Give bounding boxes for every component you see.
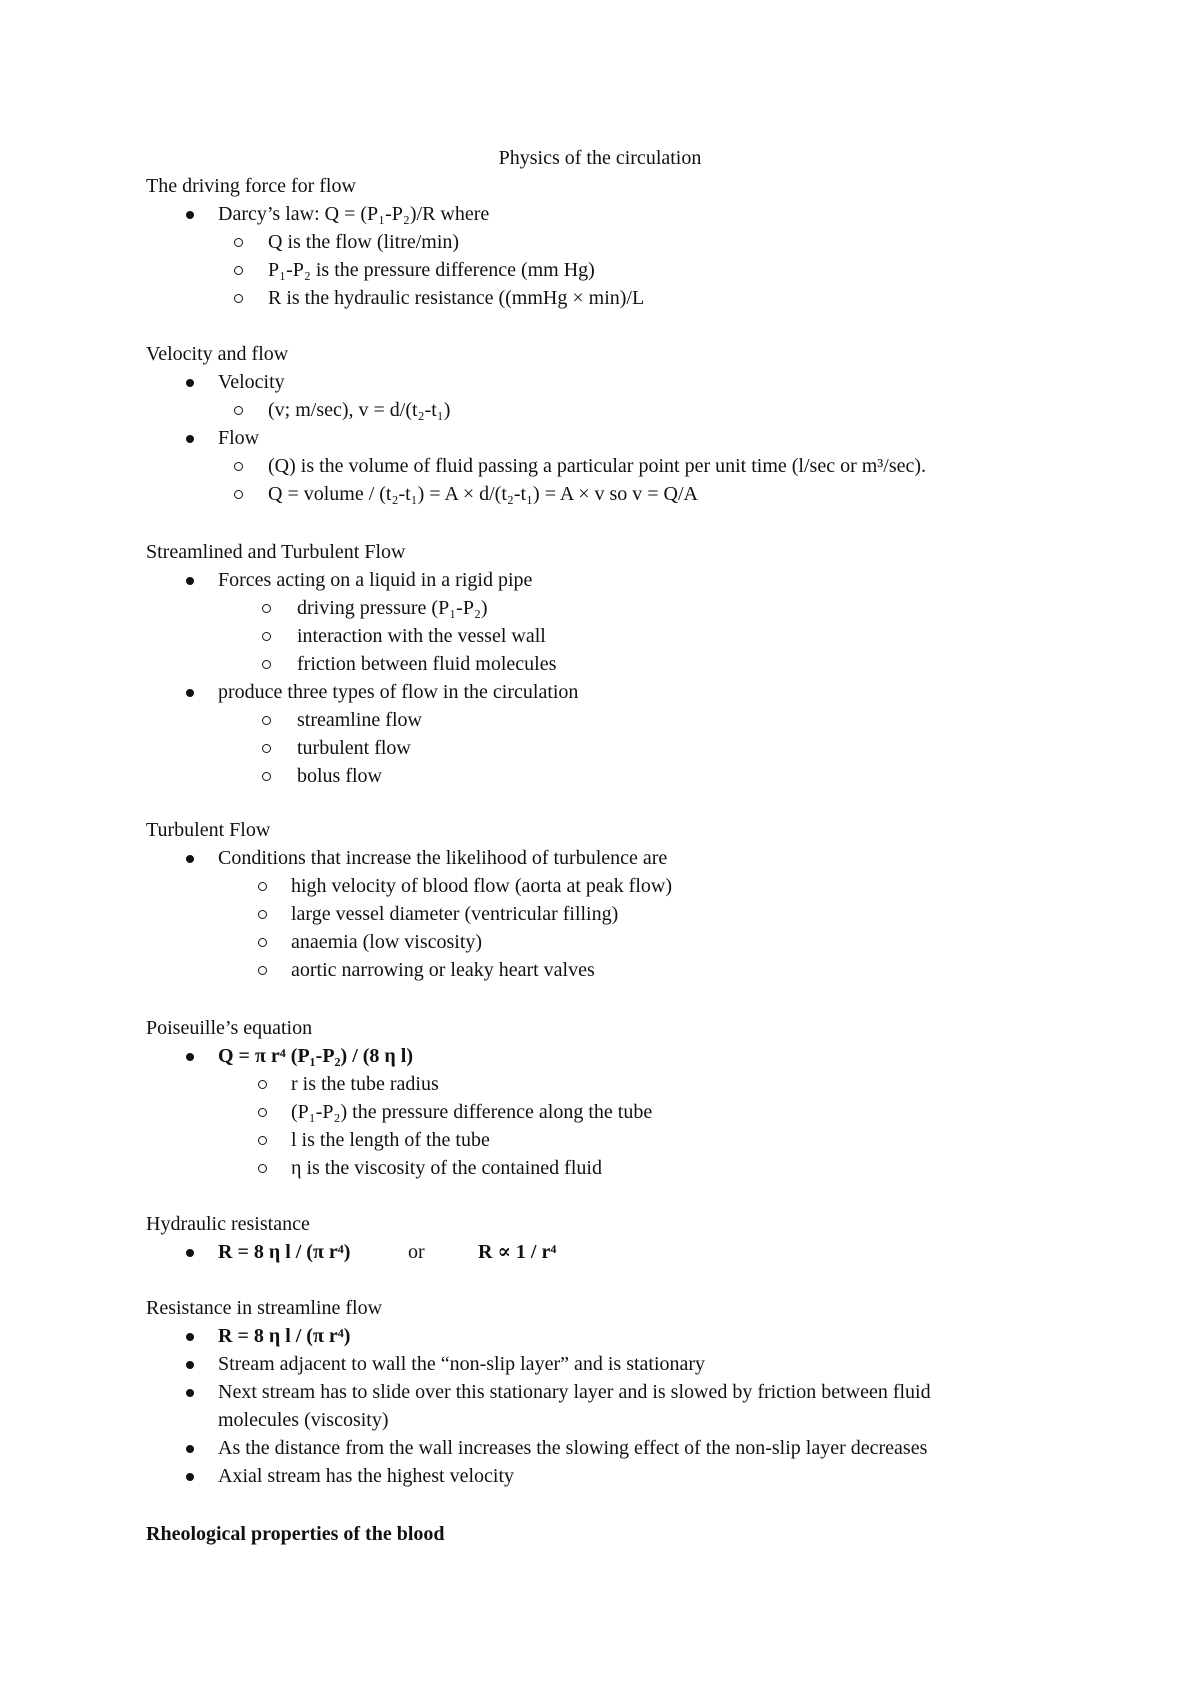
bullet-icon bbox=[186, 1389, 194, 1397]
circle-bullet-icon bbox=[258, 1080, 267, 1089]
darcy-r-definition: R is the hydraulic resistance ((mmHg × min)/L bbox=[268, 287, 645, 309]
hydraulic-or: or bbox=[408, 1241, 425, 1263]
darcy-law: Darcy’s law: Q = (P₁-P₂)/R where bbox=[218, 203, 490, 225]
condition-high-velocity: high velocity of blood flow (aorta at peak flow) bbox=[291, 875, 672, 897]
page-title: Physics of the circulation bbox=[498, 147, 702, 169]
forces-item: Forces acting on a liquid in a rigid pipe bbox=[218, 569, 533, 591]
section-heading-poiseuille: Poiseuille’s equation bbox=[146, 1017, 313, 1039]
circle-bullet-icon bbox=[258, 910, 267, 919]
flow-type-bolus: bolus flow bbox=[297, 765, 382, 787]
bullet-icon bbox=[186, 1249, 194, 1257]
circle-bullet-icon bbox=[234, 266, 243, 275]
circle-bullet-icon bbox=[262, 660, 271, 669]
section-heading-rheological: Rheological properties of the blood bbox=[146, 1523, 445, 1545]
darcy-p-definition: P₁-P₂ is the pressure difference (mm Hg) bbox=[268, 259, 595, 281]
darcy-q-definition: Q is the flow (litre/min) bbox=[268, 231, 460, 253]
hydraulic-proportionality: R ∝ 1 / r⁴ bbox=[478, 1241, 557, 1263]
resistance-axial: Axial stream has the highest velocity bbox=[218, 1465, 515, 1487]
condition-vessel-diameter: large vessel diameter (ventricular filling) bbox=[291, 903, 619, 925]
resistance-next-stream-cont: molecules (viscosity) bbox=[218, 1409, 389, 1431]
circle-bullet-icon bbox=[258, 882, 267, 891]
flow-type-streamline: streamline flow bbox=[297, 709, 422, 731]
bullet-icon bbox=[186, 855, 194, 863]
circle-bullet-icon bbox=[234, 294, 243, 303]
poiseuille-equation: Q = π r⁴ (P₁-P₂) / (8 η l) bbox=[218, 1045, 413, 1067]
condition-anaemia: anaemia (low viscosity) bbox=[291, 931, 483, 953]
section-heading-driving-force: The driving force for flow bbox=[146, 175, 356, 197]
circle-bullet-icon bbox=[258, 1164, 267, 1173]
bullet-icon bbox=[186, 1473, 194, 1481]
section-heading-hydraulic: Hydraulic resistance bbox=[146, 1213, 310, 1235]
circle-bullet-icon bbox=[262, 604, 271, 613]
bullet-icon bbox=[186, 1361, 194, 1369]
turbulence-conditions: Conditions that increase the likelihood of turbulence are bbox=[218, 847, 668, 869]
bullet-icon bbox=[186, 1445, 194, 1453]
resistance-next-stream: Next stream has to slide over this stationary layer and is slowed by friction between fluid bbox=[218, 1381, 931, 1403]
circle-bullet-icon bbox=[258, 966, 267, 975]
flow-type-turbulent: turbulent flow bbox=[297, 737, 411, 759]
circle-bullet-icon bbox=[234, 238, 243, 247]
bullet-icon bbox=[186, 211, 194, 219]
flow-label: Flow bbox=[218, 427, 260, 449]
circle-bullet-icon bbox=[262, 632, 271, 641]
velocity-label: Velocity bbox=[218, 371, 285, 393]
bullet-icon bbox=[186, 1053, 194, 1061]
circle-bullet-icon bbox=[262, 744, 271, 753]
resistance-equation: R = 8 η l / (π r⁴) bbox=[218, 1325, 351, 1347]
poiseuille-viscosity: η is the viscosity of the contained fluid bbox=[291, 1157, 602, 1179]
section-heading-velocity-flow: Velocity and flow bbox=[146, 343, 289, 365]
bullet-icon bbox=[186, 435, 194, 443]
force-vessel-wall: interaction with the vessel wall bbox=[297, 625, 546, 647]
circle-bullet-icon bbox=[258, 1108, 267, 1117]
poiseuille-pressure: (P₁-P₂) the pressure difference along the tube bbox=[291, 1101, 653, 1123]
force-friction: friction between fluid molecules bbox=[297, 653, 557, 675]
circle-bullet-icon bbox=[234, 490, 243, 499]
section-heading-resistance: Resistance in streamline flow bbox=[146, 1297, 383, 1319]
circle-bullet-icon bbox=[234, 462, 243, 471]
poiseuille-radius: r is the tube radius bbox=[291, 1073, 439, 1095]
bullet-icon bbox=[186, 577, 194, 585]
circle-bullet-icon bbox=[258, 1136, 267, 1145]
poiseuille-length: l is the length of the tube bbox=[291, 1129, 490, 1151]
circle-bullet-icon bbox=[258, 938, 267, 947]
resistance-distance: As the distance from the wall increases the slowing effect of the non-slip layer decreases bbox=[218, 1437, 928, 1459]
bullet-icon bbox=[186, 379, 194, 387]
flow-equation: Q = volume / (t₂-t₁) = A × d/(t₂-t₁) = A × v so v = Q/A bbox=[268, 483, 698, 505]
velocity-definition: (v; m/sec), v = d/(t₂-t₁) bbox=[268, 399, 451, 421]
section-heading-turbulent: Turbulent Flow bbox=[146, 819, 271, 841]
section-heading-streamlined: Streamlined and Turbulent Flow bbox=[146, 541, 406, 563]
force-driving-pressure: driving pressure (P₁-P₂) bbox=[297, 597, 488, 619]
bullet-icon bbox=[186, 689, 194, 697]
circle-bullet-icon bbox=[262, 772, 271, 781]
hydraulic-equation: R = 8 η l / (π r⁴) bbox=[218, 1241, 351, 1263]
condition-aortic-narrowing: aortic narrowing or leaky heart valves bbox=[291, 959, 595, 981]
resistance-non-slip: Stream adjacent to wall the “non-slip layer” and is stationary bbox=[218, 1353, 706, 1375]
circle-bullet-icon bbox=[262, 716, 271, 725]
flow-definition: (Q) is the volume of fluid passing a particular point per unit time (l/sec or m³/sec). bbox=[268, 455, 927, 477]
circle-bullet-icon bbox=[234, 406, 243, 415]
bullet-icon bbox=[186, 1333, 194, 1341]
flow-types-item: produce three types of flow in the circulation bbox=[218, 681, 579, 703]
